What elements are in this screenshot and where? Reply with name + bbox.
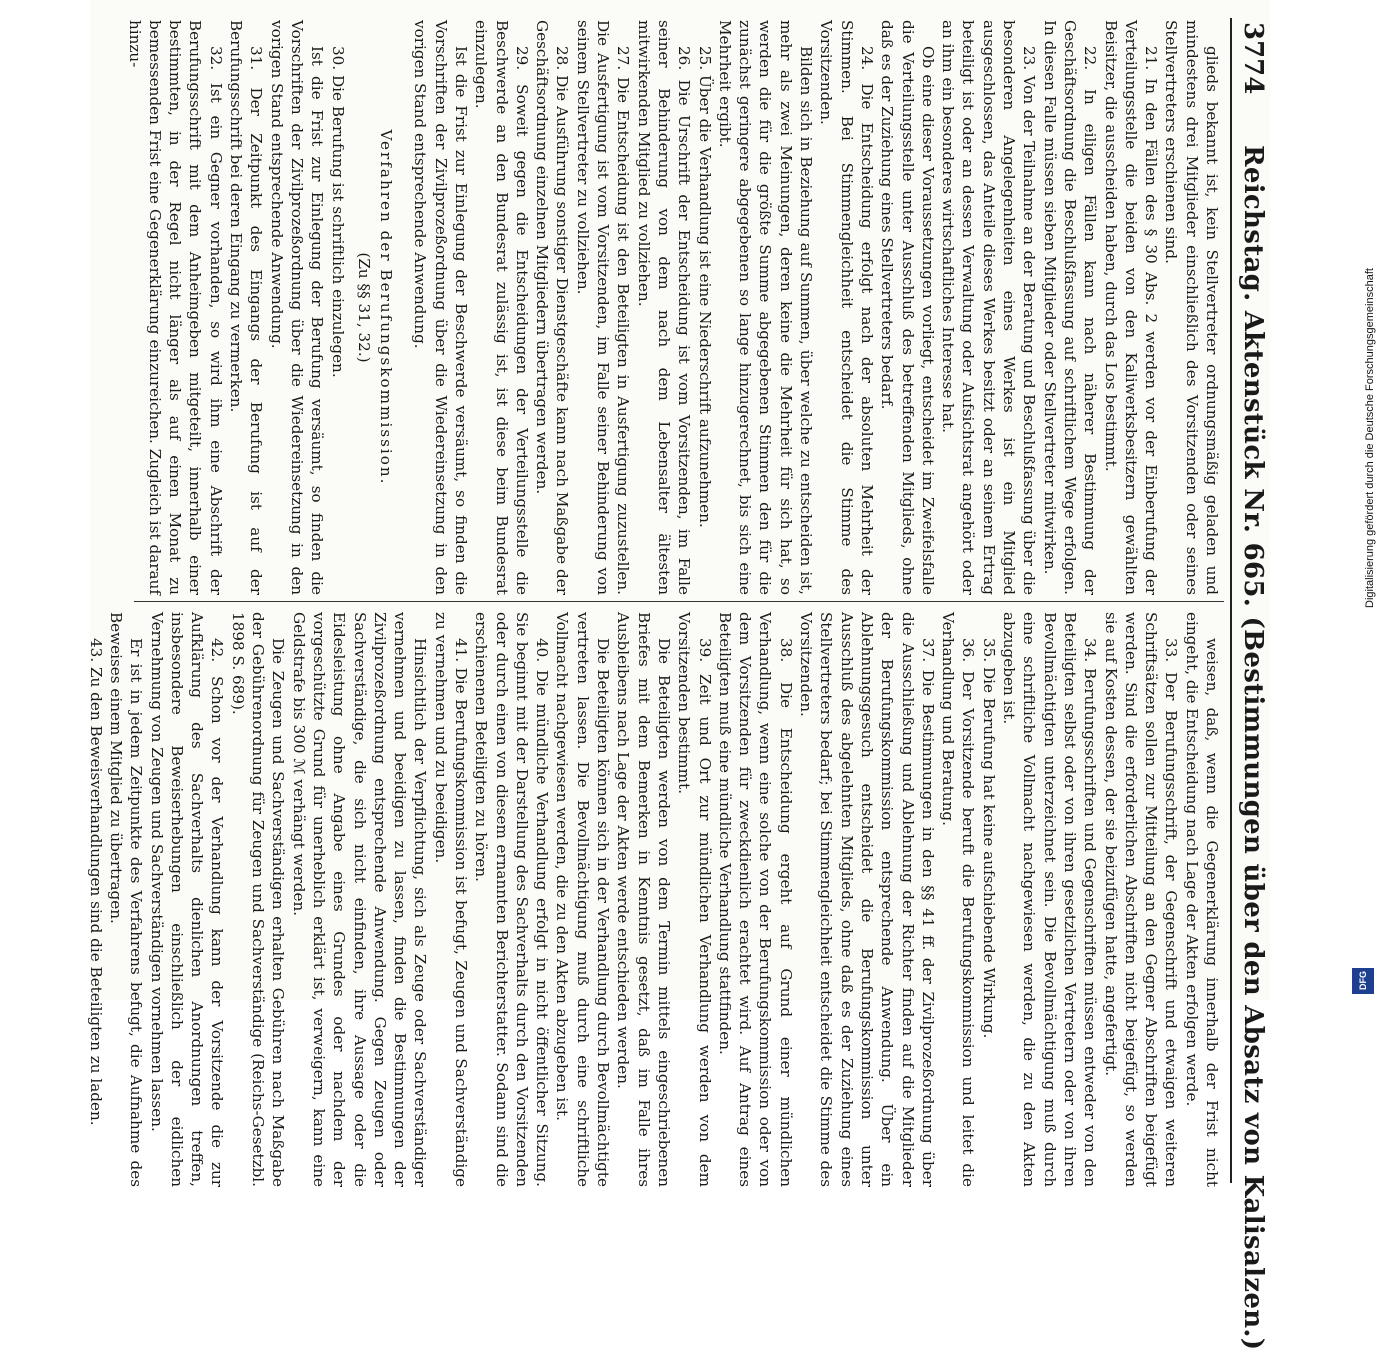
paragraph: Die Beteiligten können sich in der Verhandlung durch Bevollmächtigte vertreten lassen. Die Bevollmächtigung muß durch eine schriftliche Vollmacht nachgewiesen werden, die zu den Akten abzugeben ist.: [553, 612, 613, 1187]
paragraph: glieds bekannt ist, kein Stellvertreter ordnungsmäßig geladen und mindestens drei Mitglieder einschließlich des Vorsitzenden oder seines Stellvertreters erschienen sind.: [1162, 20, 1221, 595]
left-column: [102, 20, 1222, 595]
right-column: [86, 612, 1222, 1187]
column-divider: [134, 601, 1224, 602]
header-rule: [1230, 18, 1232, 1183]
paragraph: 27. Die Entscheidung ist den Beteiligten in Ausfertigung zuzustellen. Die Ausfertigung ist vom Vorsitzenden, im Falle seiner Behinderung von seinem Stellvertreter zu vollziehen.: [573, 20, 633, 595]
paragraph: Die Zeugen und Sachverständigen erhalten Gebühren nach Maßgabe der Gebührenordnung für Zeugen und Sachverständige (Reichs-Gesetzbl. 1898 S. 689).: [228, 612, 288, 1187]
section-subtitle: (Zu §§ 31, 32.): [354, 252, 373, 363]
right-column-paragraphs: [85, 612, 1222, 1187]
paragraph: 42. Schon vor der Verhandlung kann der Vorsitzende die zur Aufklärung des Sachverhalts dienlichen Anordnungen treffen, insbesondere Beweiserhebungen einschließlich der eidlichen Vernehmung von Zeugen und Sachverständigen vornehmen lassen.: [147, 612, 227, 1187]
paragraph: Die Beteiligten werden von dem Termin mittels eingeschriebenen Briefes mit dem Bemerken in Kenntnis gesetzt, daß im Falle ihres Ausbleibens nach Lage der Akten werde entschieden werden.: [614, 612, 673, 1187]
page-title: Reichstag. Aktenstück Nr. 665. (Bestimmungen über den Absatz von Kalisalzen.): [1238, 145, 1268, 1350]
paragraph: 31. Der Zeitpunkt des Eingangs der Berufung ist auf der Berufungsschrift bei deren Eingang zu vermerken.: [227, 20, 266, 595]
paragraph: 26. Die Urschrift der Entscheidung ist vom Vorsitzenden, im Falle seiner Behinderung von dem nach dem Lebensalter ältesten mitwirkenden Mitglied zu vollziehen.: [634, 20, 694, 595]
left-column-paragraphs-after: [124, 20, 347, 595]
paragraph: 35. Die Berufung hat keine aufschiebende Wirkung.: [979, 638, 998, 1039]
paragraph: 22. In eiligen Fällen kann nach näherer Bestimmung der Geschäftsordnung die Beschlußfassung auf schriftlichem Wege erfolgen. In diesen Falle müssen sieben Mitglieder oder Stellvertreter mitwirken.: [1040, 20, 1100, 595]
paragraph: 32. Ist ein Gegner vorhanden, so wird ihm eine Abschrift der Berufungsschrift mit dem Anheimgeben mitgeteilt, innerhalb einer bestimmten, in der Regel nicht länger als auf einen Monat zu bemessenden Frist eine Gegenerklärung einzureichen. Zugleich ist darauf hinzu-: [125, 20, 225, 595]
dfg-logo-icon: DFG: [1352, 968, 1374, 994]
paragraph: 34. Berufungsschriften und Gegenschriften müssen entweder von den Beteiligten selbst oder von ihren gesetzlichen Vertretern oder von ihren Bevollmächtigten unterzeichnet sein. Die Bevollmächtigung muß durch eine schriftliche Vollmacht nachgewiesen werden, die zu den Akten abzugeben ist.: [1000, 612, 1100, 1187]
paragraph: 38. Die Entscheidung ergeht auf Grund einer mündlichen Verhandlung, wenn eine solche von der Berufungskommission oder von dem Vorsitzenden für zweckdienlich erachtet wird. Auf Antrag eines Beteiligten muß eine mündliche Verhandlung stattfinden.: [715, 612, 795, 1187]
paragraph: 23. Von der Teilnahme an der Beratung und Beschlußfassung über die besonderen Angelegenheiten eines Werkes ist ein Mitglied ausgeschlossen, das Anteile dieses Werkes besitzt oder an seinem Ertrag beteiligt ist oder an dessen Verwaltung oder Aufsichtsrat angehört oder an ihm ein besonderes wirtschaftliches Interesse hat.: [939, 20, 1039, 595]
digitization-credit: [1336, 0, 1376, 1000]
document-page: [86, 0, 1270, 1350]
paragraph: 33. Der Berufungsschrift, der Gegenschrift und etwaigen weiteren Schriftsätzen sollen zur Mitteilung an den Gegner Abschriften beigefügt werden. Sind die erforderlichen Abschriften nicht beigefügt, so werden sie auf Kosten dessen, der sie beizufügen hatte, angefertigt.: [1101, 612, 1181, 1187]
paragraph: 43. Zu den Beweisverhandlungen sind die Beteiligten zu laden.: [86, 638, 105, 1126]
paragraph: weisen, daß, wenn die Gegenerklärung innerhalb der Frist nicht eingeht, die Entscheidung nach Lage der Akten erfolgen werde.: [1182, 612, 1221, 1187]
paragraph: 24. Die Entscheidung erfolgt nach der absoluten Mehrheit der Stimmen. Bei Stimmengleichheit entscheidet die Stimme des Vorsitzenden.: [817, 20, 876, 595]
paragraph: Er ist in jedem Zeitpunkte des Verfahrens befugt, die Aufnahme des Beweises einem Mitglied zu übertragen.: [106, 612, 146, 1187]
paragraph: Hinsichtlich der Verpflichtung, sich als Zeuge oder Sachverständiger vernehmen und beeidigen zu lassen, finden die Bestimmungen der Zivilprozeßordnung entsprechende Anwendung. Gegen Zeugen oder Sachverständige, die sich nicht einfinden, ihre Aussage oder die Eidesleistung ohne Angabe eines Grundes oder nachdem der vorgeschützte Grund für unerheblich erklärt ist, verweigern, kann eine Geldstrafe bis 300 ℳ verhängt werden.: [289, 612, 430, 1187]
paragraph: Ist die Frist zur Einlegung der Berufung versäumt, so finden die Vorschriften der Zivilprozeßordnung über die Wiedereinsetzung in den vorigen Stand entsprechende Anwendung.: [267, 20, 327, 595]
page-number: 3774: [1238, 22, 1268, 95]
paragraph: 40. Die mündliche Verhandlung erfolgt in nicht öffentlicher Sitzung. Sie beginnt mit der Darstellung des Sachverhalts durch den Vorsitzenden oder durch einen von diesem ernannten Berichterstatter. Sodann sind die erschienenen Beteiligten zu hören.: [472, 612, 552, 1187]
paragraph: 41. Die Berufungskommission ist befugt, Zeugen und Sachverständige zu vernehmen und zu beeidigen.: [431, 612, 471, 1187]
page-header: [1236, 0, 1270, 1350]
paragraph: 25. Über die Verhandlung ist eine Niederschrift aufzunehmen.: [695, 46, 714, 528]
paragraph: 30. Die Berufung ist schriftlich einzulegen.: [328, 46, 347, 378]
paragraph: 36. Der Vorsitzende beruft die Berufungskommission und leitet die Verhandlung und Beratung.: [939, 612, 978, 1187]
digitization-credit-text: Digitalisierung gefördert durch die Deutsche Forschungsgemeinschaft: [1364, 268, 1376, 608]
paragraph: 39. Zeit und Ort zur mündlichen Verhandlung werden von dem Vorsitzenden bestimmt.: [675, 612, 714, 1187]
section-title: Verfahren der Berufungskommission.: [377, 129, 396, 486]
paragraph: 21. In den Fällen des § 30 Abs. 2 werden vor der Einberufung der Verteilungsstelle die beiden von den Kaliwerksbesitzern gewählten Beisitzer, die ausscheiden haben, durch das Los bestimmt.: [1101, 20, 1161, 595]
paragraph: Ist die Frist zur Einlegung der Beschwerde versäumt, so finden die Vorschriften der Zivilprozeßordnung über die Wiedereinsetzung in den vorigen Stand entsprechende Anwendung.: [411, 20, 471, 595]
paragraph: Ob eine dieser Voraussetzungen vorliegt, entscheidet im Zweifelsfalle die Verteilungsstelle unter Ausschluß des betreffenden Mitglieds, ohne daß es der Zuziehung eines Stellvertreters bedarf.: [878, 20, 937, 595]
paragraph: Bilden sich in Beziehung auf Summen, über welche zu entscheiden ist, mehr als zwei Meinungen, deren keine die Mehrheit für sich hat, so werden die für die größte Summe abgegebenen Stimmen den für die zunächst geringere abgegebenen so lange hinzugerechnet, bis sich eine Mehrheit ergibt.: [715, 20, 816, 595]
paragraph: 29. Soweit gegen die Entscheidungen der Verteilungsstelle die Beschwerde an den Bundesrat zulässig ist, ist diese beim Bundesrat einzulegen.: [472, 20, 531, 595]
paragraph: 37. Die Bestimmungen in den §§ 41 ff. der Zivilprozeßordnung über die Ausschließung und Ablehnung der Richter finden auf die Mitglieder der Berufungskommission entsprechende Anwendung. Über ein Ablehnungsgesuch entscheidet die Berufungskommission unter Ausschluß des abgelehnten Mitglieds, ohne daß es der Zuziehung eines Stellvertreters bedarf; bei Stimmengleichheit entscheidet die Stimme des Vorsitzenden.: [797, 612, 937, 1187]
paragraph: 28. Die Ausführung sonstiger Dienstgeschäfte kann nach Maßgabe der Geschäftsordnung einzelnen Mitgliedern übertragen werden.: [533, 20, 572, 595]
left-column-paragraphs: [410, 20, 1222, 595]
